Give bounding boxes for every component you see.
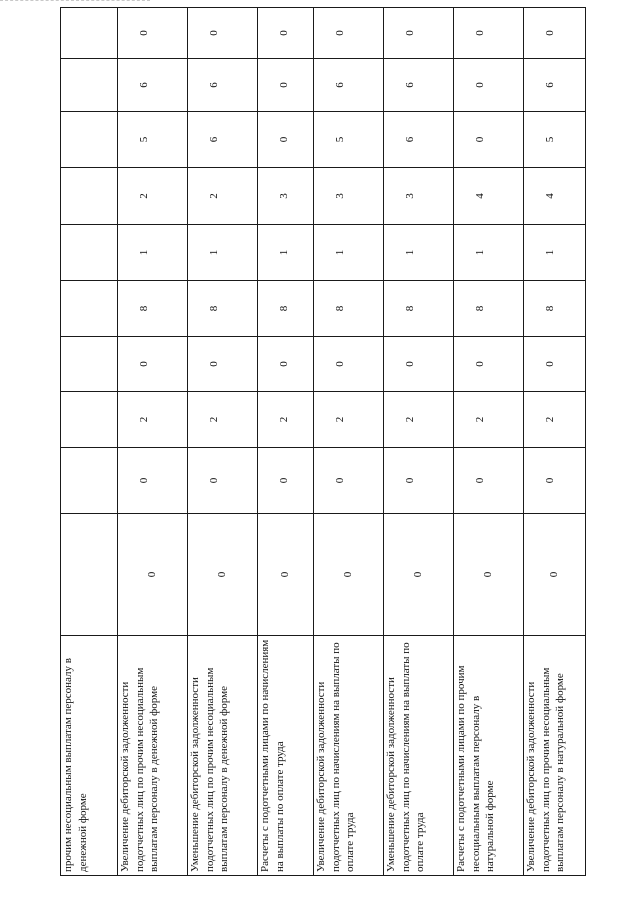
code-cell-7: 2 xyxy=(118,168,188,225)
code-cell-3: 2 xyxy=(118,392,188,448)
code-cell-7: 4 xyxy=(454,168,524,225)
code-cell-9: 6 xyxy=(118,59,188,112)
code-cell-9: 6 xyxy=(188,59,258,112)
code-cell-6: 1 xyxy=(258,225,314,281)
code-cell-10 xyxy=(61,8,118,59)
code-cell-1: 0 xyxy=(188,514,258,636)
code-cell-3: 2 xyxy=(454,392,524,448)
code-cell-5: 8 xyxy=(258,281,314,337)
code-cell-10: 0 xyxy=(188,8,258,59)
code-cell-9: 0 xyxy=(454,59,524,112)
code-cell-8: 5 xyxy=(524,112,586,168)
code-cell-3 xyxy=(61,392,118,448)
code-cell-8: 5 xyxy=(314,112,384,168)
table-row xyxy=(384,8,454,876)
row-description: Расчеты с подотчетными лицами по прочим несоциальным выплатам персоналу в натуральной форме xyxy=(454,636,524,876)
code-cell-2: 0 xyxy=(314,448,384,514)
code-cell-8: 6 xyxy=(384,112,454,168)
code-cell-4: 0 xyxy=(188,337,258,392)
code-cell-6: 1 xyxy=(314,225,384,281)
row-description: Уменьшение дебиторской задолженности подотчетных лиц по начислениям на выплаты по оплате труда xyxy=(384,636,454,876)
code-cell-9: 6 xyxy=(384,59,454,112)
rotated-table-wrapper xyxy=(60,30,585,876)
row-description: прочим несоциальным выплатам персоналу в денежной форме xyxy=(61,636,118,876)
code-cell-2: 0 xyxy=(384,448,454,514)
code-cell-3: 2 xyxy=(188,392,258,448)
scan-edge-mark xyxy=(0,0,150,1)
code-cell-3: 2 xyxy=(384,392,454,448)
code-cell-7: 3 xyxy=(384,168,454,225)
code-cell-2: 0 xyxy=(258,448,314,514)
code-cell-5: 8 xyxy=(454,281,524,337)
code-cell-6: 1 xyxy=(188,225,258,281)
code-cell-7: 3 xyxy=(258,168,314,225)
table-row xyxy=(188,8,258,876)
code-cell-1: 0 xyxy=(314,514,384,636)
code-cell-10: 0 xyxy=(454,8,524,59)
code-cell-9: 6 xyxy=(524,59,586,112)
code-cell-2 xyxy=(61,448,118,514)
code-cell-9 xyxy=(61,59,118,112)
code-cell-4: 0 xyxy=(258,337,314,392)
code-cell-10: 0 xyxy=(524,8,586,59)
table-body xyxy=(61,8,586,876)
row-description: Увеличение дебиторской задолженности подотчетных лиц по начислениям на выплаты по оплате труда xyxy=(314,636,384,876)
code-cell-6: 1 xyxy=(524,225,586,281)
code-cell-9: 6 xyxy=(314,59,384,112)
table-row xyxy=(118,8,188,876)
row-description: Увеличение дебиторской задолженности подотчетных лиц по прочим несоциальным выплатам персоналу в натуральной форме xyxy=(524,636,586,876)
code-cell-1 xyxy=(61,514,118,636)
code-cell-7 xyxy=(61,168,118,225)
code-cell-7: 4 xyxy=(524,168,586,225)
code-cell-10: 0 xyxy=(118,8,188,59)
row-description: Уменьшение дебиторской задолженности подотчетных лиц по прочим несоциальным выплатам персоналу в денежной форме xyxy=(188,636,258,876)
code-cell-8: 0 xyxy=(258,112,314,168)
code-cell-2: 0 xyxy=(524,448,586,514)
code-cell-5: 8 xyxy=(118,281,188,337)
code-cell-3: 2 xyxy=(524,392,586,448)
code-cell-4: 0 xyxy=(118,337,188,392)
code-cell-6 xyxy=(61,225,118,281)
code-cell-2: 0 xyxy=(118,448,188,514)
document-page xyxy=(60,30,585,876)
code-cell-8 xyxy=(61,112,118,168)
code-cell-9: 0 xyxy=(258,59,314,112)
code-cell-5: 8 xyxy=(188,281,258,337)
table-row xyxy=(258,8,314,876)
code-cell-3: 2 xyxy=(314,392,384,448)
code-cell-5 xyxy=(61,281,118,337)
code-cell-7: 3 xyxy=(314,168,384,225)
code-cell-1: 0 xyxy=(118,514,188,636)
code-cell-8: 5 xyxy=(118,112,188,168)
code-cell-4 xyxy=(61,337,118,392)
code-cell-1: 0 xyxy=(258,514,314,636)
code-cell-2: 0 xyxy=(454,448,524,514)
code-cell-4: 0 xyxy=(384,337,454,392)
row-description: Расчеты с подотчетными лицами по начислениям на выплаты по оплате труда xyxy=(258,636,314,876)
code-cell-5: 8 xyxy=(524,281,586,337)
code-cell-6: 1 xyxy=(454,225,524,281)
code-cell-2: 0 xyxy=(188,448,258,514)
code-cell-6: 1 xyxy=(384,225,454,281)
code-cell-3: 2 xyxy=(258,392,314,448)
table-row xyxy=(524,8,586,876)
code-cell-1: 0 xyxy=(524,514,586,636)
code-cell-10: 0 xyxy=(384,8,454,59)
code-cell-5: 8 xyxy=(384,281,454,337)
table-row xyxy=(61,8,118,876)
row-description: Увеличение дебиторской задолженности подотчетных лиц по прочим несоциальным выплатам персоналу в денежной форме xyxy=(118,636,188,876)
code-cell-8: 0 xyxy=(454,112,524,168)
code-cell-7: 2 xyxy=(188,168,258,225)
table-row xyxy=(454,8,524,876)
table-row xyxy=(314,8,384,876)
code-cell-4: 0 xyxy=(524,337,586,392)
code-cell-6: 1 xyxy=(118,225,188,281)
code-cell-1: 0 xyxy=(454,514,524,636)
code-cell-1: 0 xyxy=(384,514,454,636)
code-cell-4: 0 xyxy=(454,337,524,392)
code-cell-4: 0 xyxy=(314,337,384,392)
code-cell-10: 0 xyxy=(314,8,384,59)
accounting-codes-table xyxy=(60,7,586,876)
code-cell-10: 0 xyxy=(258,8,314,59)
code-cell-8: 6 xyxy=(188,112,258,168)
code-cell-5: 8 xyxy=(314,281,384,337)
